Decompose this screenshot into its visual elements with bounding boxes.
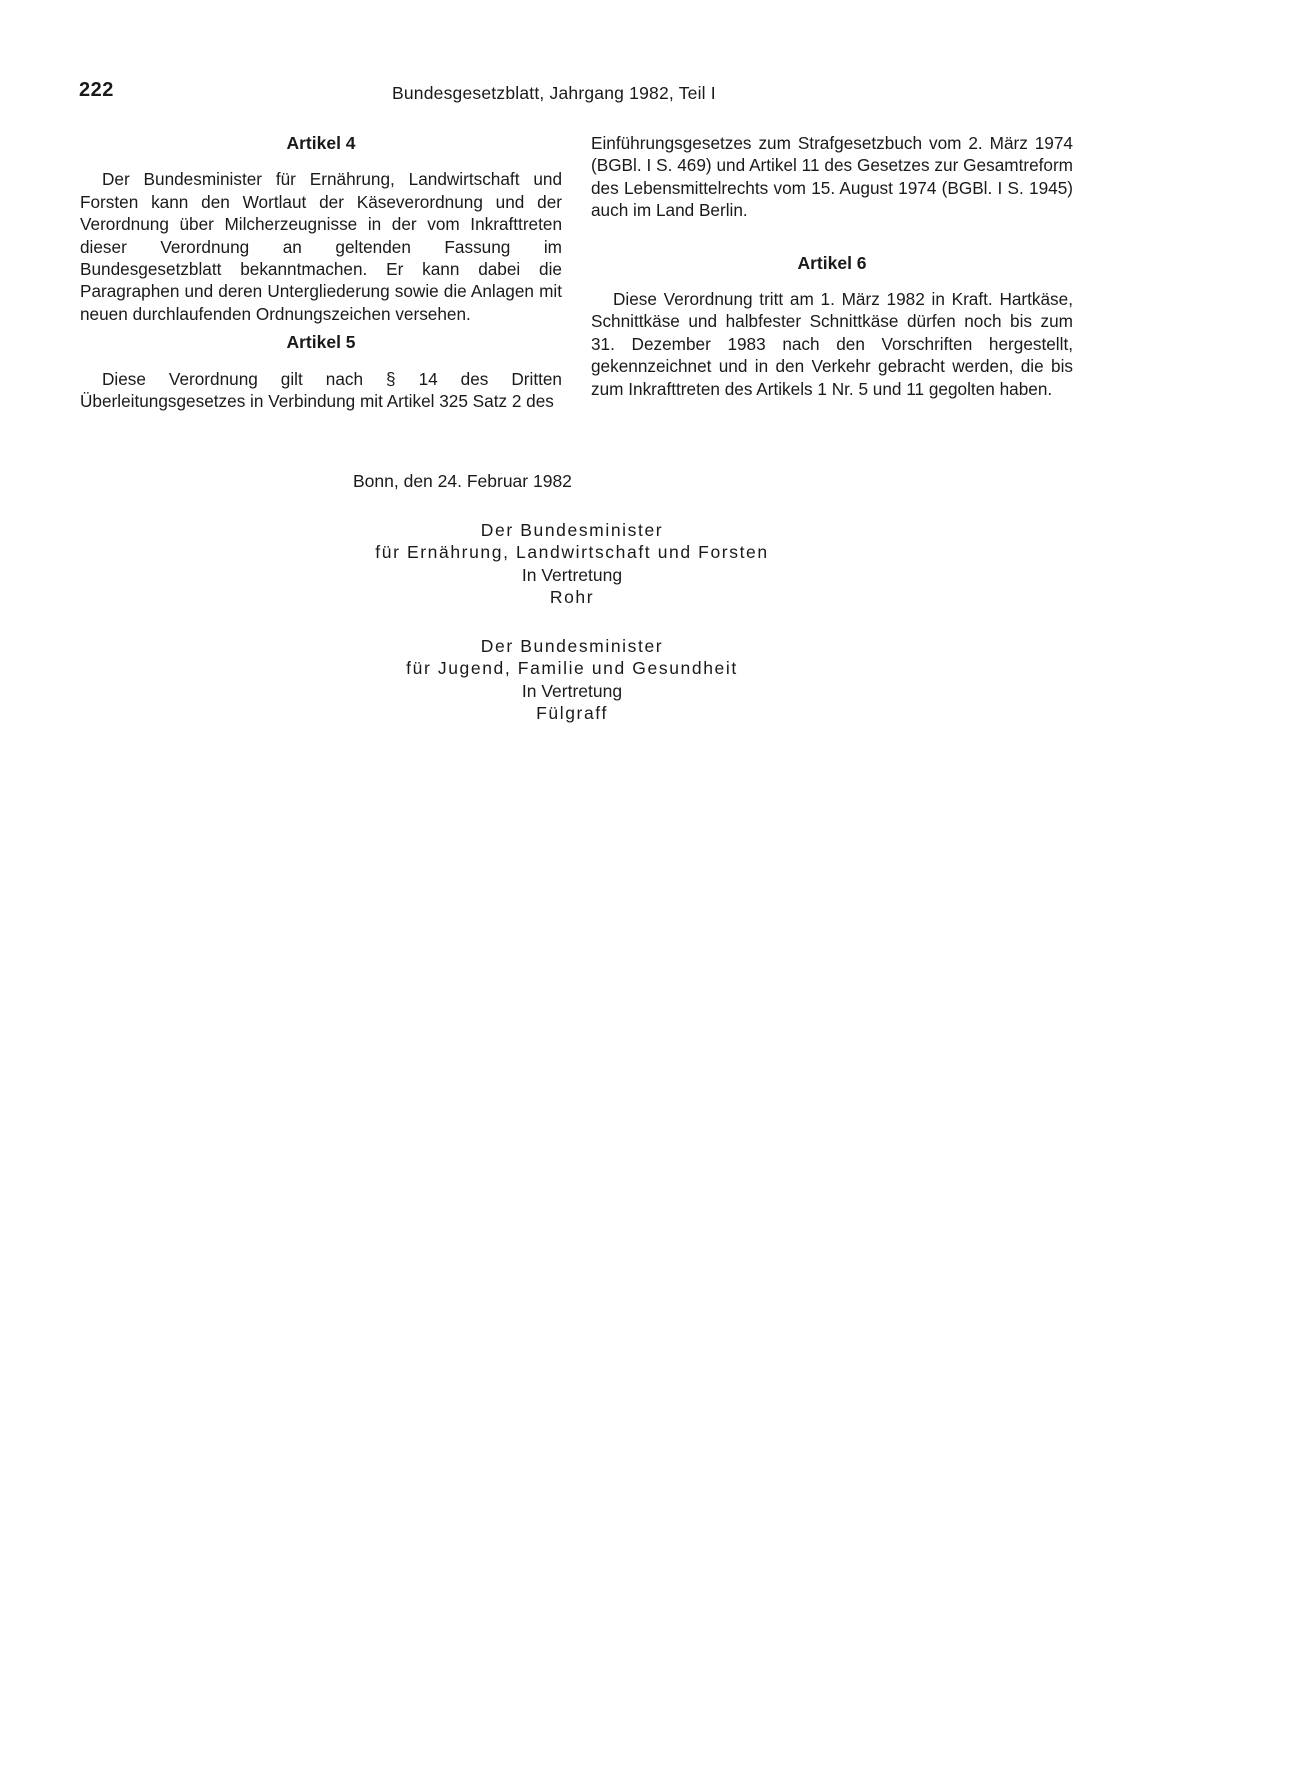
signature-block-2: [272, 635, 872, 725]
page-number: 222: [79, 79, 114, 101]
artikel-4-text: Der Bundesminister für Ernährung, Landwirtschaft und Forsten kann den Wortlaut der Käseverordnung und der Verordnung über Milcherzeugnisse in der vom Inkrafttreten dieser Verordnung an geltenden Fassung im Bundesgesetzblatt bekanntmachen. Er kann dabei die Paragraphen und deren Untergliederung sowie die Anlagen mit neuen durchlaufenden Ordnungszeichen versehen.: [80, 169, 562, 324]
signatory-1-capacity: In Vertretung: [521, 564, 623, 585]
running-head: Bundesgesetzblatt, Jahrgang 1982, Teil I: [392, 83, 716, 103]
artikel-5-text: Diese Verordnung gilt nach § 14 des Dritten Überleitungsgesetzes in Verbindung mit Artikel 325 Satz 2 des: [80, 368, 562, 412]
signatory-2-ministry: für Jugend, Familie und Gesundheit: [406, 658, 738, 679]
left-column: [80, 132, 562, 412]
artikel-6-text: Diese Verordnung tritt am 1. März 1982 in Kraft. Hartkäse, Schnittkäse und halbfester Schnittkäse dürfen noch bis zum 31. Dezember 1983 nach den Vorschriften hergestellt, gekennzeichnet und in den Verkehr gebracht werden, die bis zum Inkrafttreten des Artikels 1 Nr. 5 und 11 gegolten haben.: [591, 289, 1073, 399]
signatory-2-capacity: In Vertretung: [521, 680, 623, 701]
right-column: [591, 132, 1073, 400]
artikel-5-heading: Artikel 5: [286, 332, 356, 353]
signatory-1-ministry: für Ernährung, Landwirtschaft und Forsten: [375, 542, 769, 563]
artikel-6-heading: Artikel 6: [797, 252, 867, 273]
signatory-1-title: Der Bundesminister: [480, 520, 664, 540]
artikel-5-continued-text: Einführungsgesetzes zum Strafgesetzbuch vom 2. März 1974 (BGBl. I S. 469) und Artikel 11 des Gesetzes zur Gesamtreform des Lebensmittelrechts vom 15. August 1974 (BGBl. I S. 1945) auch im Land Berlin.: [591, 133, 1073, 221]
signatory-2-name: Fülgraff: [536, 703, 608, 724]
signatory-1-name: Rohr: [549, 587, 595, 608]
date-line: Bonn, den 24. Februar 1982: [353, 471, 572, 491]
artikel-4-heading: Artikel 4: [286, 133, 356, 153]
signature-block-1: [272, 519, 872, 609]
signatory-2-title: Der Bundesminister: [480, 636, 664, 656]
